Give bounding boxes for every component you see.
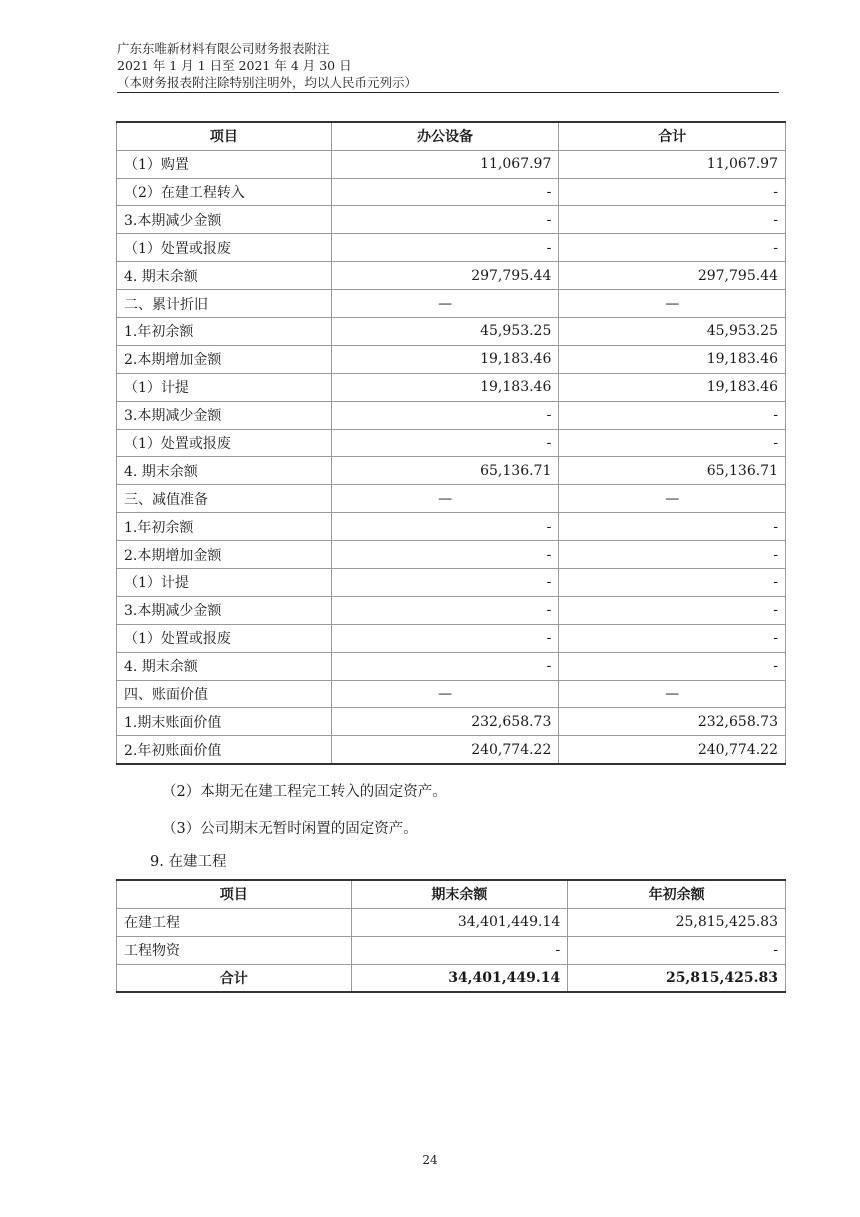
table-row	[117, 457, 786, 485]
cell-value-primary: -	[331, 596, 559, 624]
table-row	[117, 401, 786, 429]
row-label: （1）处置或报废	[117, 624, 332, 652]
cell-value-primary: -	[331, 541, 559, 569]
total-row	[117, 964, 786, 992]
table-row	[117, 317, 786, 345]
col-header-item: 项目	[117, 880, 352, 908]
cell-value-total: -	[559, 429, 786, 457]
page-number: 24	[422, 1153, 438, 1167]
table-row	[117, 568, 786, 596]
row-label: 合计	[117, 964, 352, 992]
row-label: 4. 期末余额	[117, 652, 332, 680]
cell-value-total: 65,136.71	[559, 457, 786, 485]
cell-value-primary: -	[331, 429, 559, 457]
table-row	[117, 680, 786, 708]
cell-value-total: -	[568, 936, 786, 964]
cell-value-primary: —	[331, 485, 559, 513]
cell-value-primary: -	[331, 513, 559, 541]
row-label: 4. 期末余额	[117, 457, 332, 485]
cell-value-total: -	[559, 206, 786, 234]
cell-value-primary: -	[351, 936, 568, 964]
page-header	[117, 40, 779, 91]
cell-value-primary: -	[331, 178, 559, 206]
table-row	[117, 345, 786, 373]
row-label: 工程物资	[117, 936, 352, 964]
table-row	[117, 178, 786, 206]
cell-value-primary: -	[331, 234, 559, 262]
row-label: （1）处置或报废	[117, 429, 332, 457]
cell-value-primary: 19,183.46	[331, 373, 559, 401]
company-title: 广东东唯新材料有限公司财务报表附注	[117, 41, 330, 56]
row-label: 三、减值准备	[117, 485, 332, 513]
row-label: （1）计提	[117, 568, 332, 596]
row-label: 在建工程	[117, 908, 352, 936]
table-row	[117, 541, 786, 569]
table-row	[117, 290, 786, 318]
cell-value-primary: -	[331, 568, 559, 596]
row-label: 2.本期增加金额	[117, 345, 332, 373]
table-row	[117, 513, 786, 541]
table-row	[117, 234, 786, 262]
col-header-beginning-balance: 年初余额	[568, 880, 786, 908]
cell-value-primary: -	[331, 206, 559, 234]
construction-in-progress-table	[116, 879, 786, 993]
col-header-ending-balance: 期末余额	[351, 880, 568, 908]
currency-note: （本财务报表附注除特别注明外，均以人民币元列示）	[117, 75, 418, 90]
table-row	[117, 708, 786, 736]
cell-value-primary: —	[331, 680, 559, 708]
row-label: （1）处置或报废	[117, 234, 332, 262]
cell-value-total: -	[559, 624, 786, 652]
cell-value-primary: 34,401,449.14	[351, 964, 568, 992]
cell-value-total: 45,953.25	[559, 317, 786, 345]
cell-value-total: 25,815,425.83	[568, 964, 786, 992]
cell-value-total: -	[559, 234, 786, 262]
cell-value-total: -	[559, 513, 786, 541]
table-row	[117, 652, 786, 680]
cell-value-primary: 232,658.73	[331, 708, 559, 736]
cell-value-total: -	[559, 401, 786, 429]
col-header-office-equipment: 办公设备	[331, 122, 559, 150]
cell-value-total: 19,183.46	[559, 373, 786, 401]
table-row	[117, 908, 786, 936]
row-label: 1.年初余额	[117, 513, 332, 541]
table-row	[117, 736, 786, 764]
cell-value-total: -	[559, 596, 786, 624]
cell-value-primary: —	[331, 290, 559, 318]
cell-value-total: —	[559, 485, 786, 513]
cell-value-total: 297,795.44	[559, 262, 786, 290]
table-row	[117, 206, 786, 234]
cell-value-primary: -	[331, 652, 559, 680]
table-row	[117, 596, 786, 624]
row-label: 2.年初账面价值	[117, 736, 332, 764]
col-header-total: 合计	[559, 122, 786, 150]
cell-value-primary: 45,953.25	[331, 317, 559, 345]
cell-value-total: 19,183.46	[559, 345, 786, 373]
note-2: （2）本期无在建工程完工转入的固定资产。	[162, 784, 447, 800]
report-period: 2021 年 1 月 1 日至 2021 年 4 月 30 日	[117, 58, 352, 73]
fixed-assets-table	[116, 121, 786, 765]
cell-value-primary: -	[331, 624, 559, 652]
cell-value-total: -	[559, 541, 786, 569]
table-row	[117, 485, 786, 513]
row-label: 3.本期减少金额	[117, 401, 332, 429]
table-header-row	[117, 880, 786, 908]
cell-value-primary: 240,774.22	[331, 736, 559, 764]
cell-value-total: -	[559, 568, 786, 596]
cell-value-total: 25,815,425.83	[568, 908, 786, 936]
row-label: 1.期末账面价值	[117, 708, 332, 736]
row-label: （1）计提	[117, 373, 332, 401]
col-header-item: 项目	[117, 122, 332, 150]
row-label: 二、累计折旧	[117, 290, 332, 318]
table-row	[117, 150, 786, 178]
row-label: 3.本期减少金额	[117, 206, 332, 234]
row-label: 四、账面价值	[117, 680, 332, 708]
cell-value-primary: 11,067.97	[331, 150, 559, 178]
cell-value-primary: 297,795.44	[331, 262, 559, 290]
table-row	[117, 624, 786, 652]
cell-value-total: 240,774.22	[559, 736, 786, 764]
table-row	[117, 373, 786, 401]
row-label: （2）在建工程转入	[117, 178, 332, 206]
section-title: 9. 在建工程	[150, 854, 227, 870]
cell-value-total: 232,658.73	[559, 708, 786, 736]
cell-value-total: —	[559, 680, 786, 708]
cell-value-primary: 34,401,449.14	[351, 908, 568, 936]
note-3: （3）公司期末无暂时闲置的固定资产。	[162, 821, 418, 837]
cell-value-primary: -	[331, 401, 559, 429]
table-row	[117, 429, 786, 457]
table-header-row	[117, 122, 786, 150]
row-label: 4. 期末余额	[117, 262, 332, 290]
row-label: （1）购置	[117, 150, 332, 178]
cell-value-total: 11,067.97	[559, 150, 786, 178]
cell-value-total: —	[559, 290, 786, 318]
cell-value-total: -	[559, 178, 786, 206]
row-label: 2.本期增加金额	[117, 541, 332, 569]
cell-value-total: -	[559, 652, 786, 680]
row-label: 3.本期减少金额	[117, 596, 332, 624]
cell-value-primary: 19,183.46	[331, 345, 559, 373]
cell-value-primary: 65,136.71	[331, 457, 559, 485]
row-label: 1.年初余额	[117, 317, 332, 345]
header-divider	[117, 92, 779, 93]
table-row	[117, 936, 786, 964]
table-row	[117, 262, 786, 290]
